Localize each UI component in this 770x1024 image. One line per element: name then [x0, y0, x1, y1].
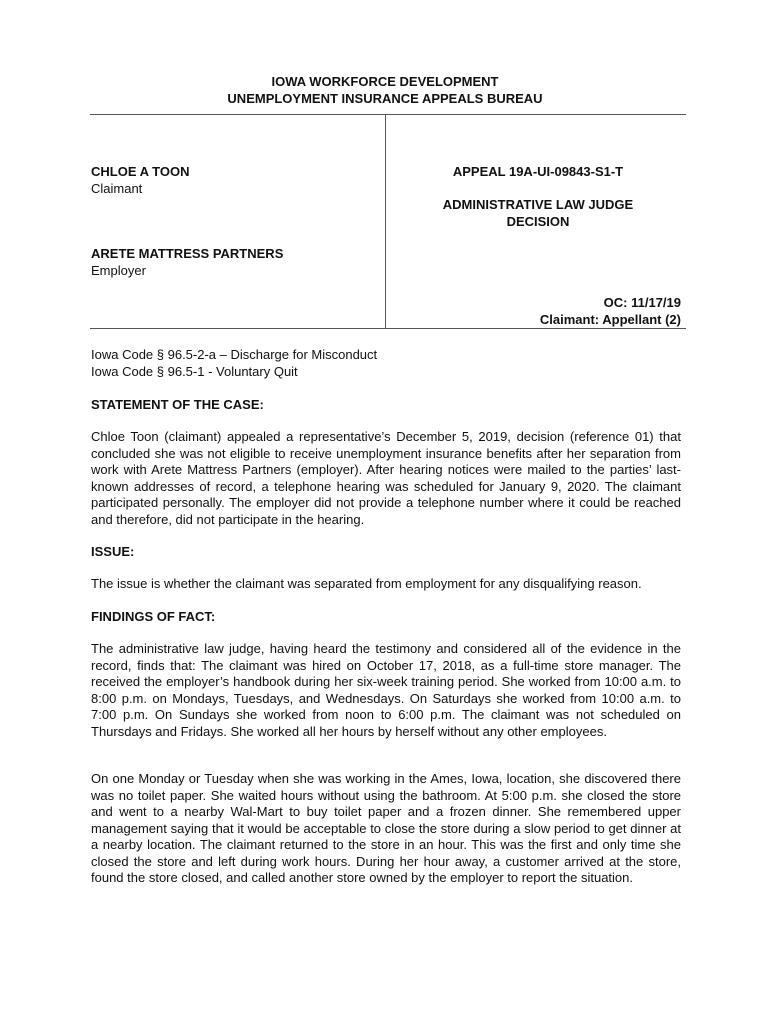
issue-heading: ISSUE:	[91, 544, 135, 559]
employer-name: ARETE MATTRESS PARTNERS	[91, 246, 284, 261]
document-header	[0, 73, 770, 107]
statement-heading: STATEMENT OF THE CASE:	[91, 397, 264, 412]
appellant-status: Claimant: Appellant (2)	[539, 312, 681, 327]
findings-heading: FINDINGS OF FACT:	[91, 609, 216, 624]
findings-paragraph-1: The administrative law judge, having heard the testimony and considered all of the evidence in the record, finds that: The claimant was hired on October 17, 2018, as a full-time store manager. The received the employer’s handbook during her six-week training period. She worked from 10:00 a.m. to 8:00 p.m. on Mondays, Tuesdays, and Wednesdays. On Saturdays she worked from 10:00 a.m. to 7:00 p.m. On Sundays she worked from noon to 6:00 p.m. The claimant was not scheduled on Thursdays and Fridays. She worked all her hours by herself without any other employees.	[91, 641, 681, 739]
oc-date: OC: 11/17/19	[603, 295, 681, 310]
decision-title-line2: DECISION	[506, 214, 570, 229]
statement-text: Chloe Toon (claimant) appealed a representative’s December 5, 2019, decision (reference 01) that concluded she was not eligible to receive unemployment insurance benefits after her separation from work with Arete Mattress Partners (employer). After hearing notices were mailed to the parties’ last-known addresses of record, a telephone hearing was scheduled for January 9, 2020. The claimant participated personally. The employer did not provide a telephone number where it could be reached and therefore, did not participate in the hearing.	[91, 429, 681, 527]
employer-block	[91, 245, 283, 279]
agency-name: IOWA WORKFORCE DEVELOPMENT	[271, 74, 499, 89]
code-reference-1: Iowa Code § 96.5-2-a – Discharge for Misconduct	[91, 347, 378, 362]
employer-role: Employer	[91, 263, 146, 278]
decision-title	[395, 196, 681, 230]
code-reference-2: Iowa Code § 96.5-1 - Voluntary Quit	[91, 364, 298, 379]
appeal-number: APPEAL 19A-UI-09843-S1-T	[452, 164, 624, 179]
decision-title-line1: ADMINISTRATIVE LAW JUDGE	[442, 197, 634, 212]
claimant-role: Claimant	[91, 181, 143, 196]
caption-divider	[385, 114, 386, 328]
caption-bottom-rule	[90, 328, 686, 329]
bureau-name: UNEMPLOYMENT INSURANCE APPEALS BUREAU	[227, 91, 543, 106]
issue-text: The issue is whether the claimant was separated from employment for any disqualifying reason.	[91, 576, 642, 591]
code-references	[91, 346, 377, 380]
findings-paragraph-2: On one Monday or Tuesday when she was working in the Ames, Iowa, location, she discovered there was no toilet paper. She waited hours without using the bathroom. At 5:00 p.m. she closed the store and went to a nearby Wal-Mart to buy toilet paper and a frozen dinner. She remembered upper management saying that it would be acceptable to close the store during a slow period to get dinner at a nearby location. The claimant returned to the store in an hour. This was the first and only time she closed the store and left during work hours. During her hour away, a customer arrived at the store, found the store closed, and called another store owned by the employer to report the situation.	[91, 771, 681, 885]
caption-top-rule	[90, 114, 686, 115]
claimant-name: CHLOE A TOON	[91, 164, 190, 179]
case-status	[395, 294, 681, 328]
claimant-block	[91, 163, 189, 197]
